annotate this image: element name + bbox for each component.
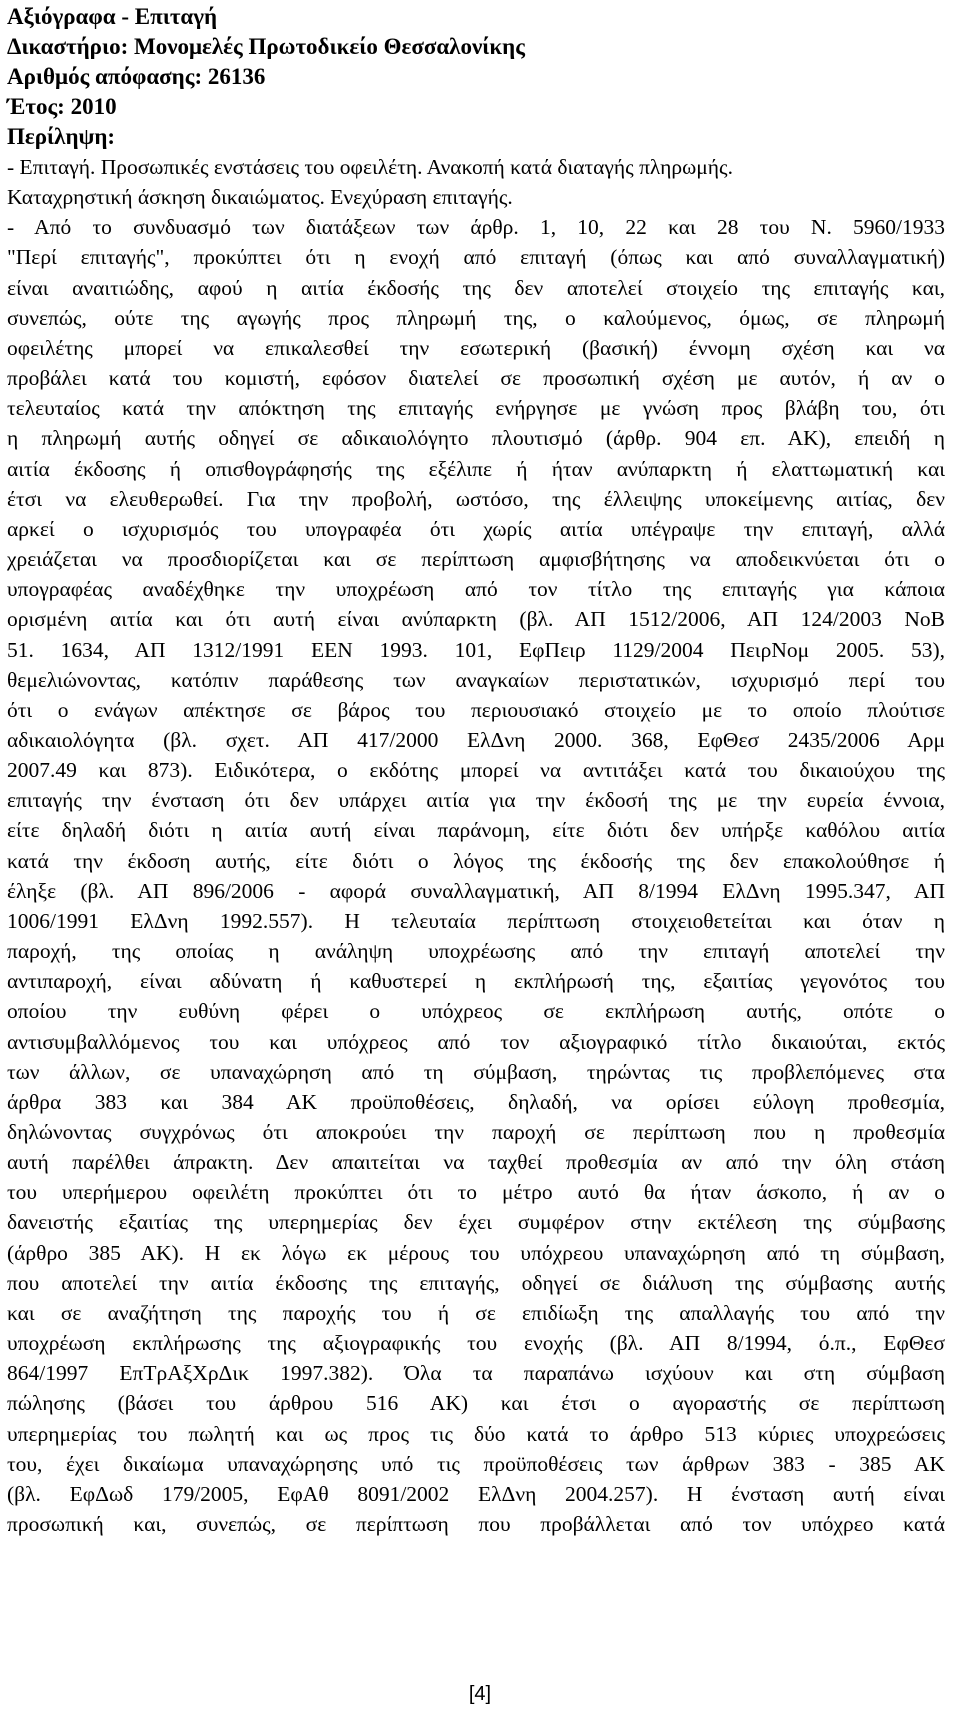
summary-line: άρθρα 383 και 384 ΑΚ προϋποθέσεις, δηλαδή, να ορίσει εύλογη προθεσμία, [7,1089,945,1114]
summary-line: 51. 1634, ΑΠ 1312/1991 ΕΕΝ 1993. 101, ΕφΠειρ 1129/2004 ΠειρΝομ 2005. 53), [7,637,945,662]
summary-line: αντισυμβαλλόμενος του και υπόχρεος από τον αξιογραφικό τίτλο δικαιούται, εκτός [7,1029,945,1054]
summary-line: δανειστής εξαιτίας της υπερημερίας δεν έχει συμφέρον στην εκτέλεση της σύμβασης [7,1210,945,1235]
summary-line: υπερημερίας του πωλητή και ως προς τις δύο κατά το άρθρο 513 κύριες υποχρεώσεις [7,1421,945,1446]
summary-line: του, έχει δικαίωμα υπαναχώρησης υπό τις προϋποθέσεις των άρθρων 383 - 385 ΑΚ [7,1451,945,1476]
document-page [7,2,945,1539]
summary-line: αδικαιολόγητα (βλ. σχετ. ΑΠ 417/2000 ΕλΔνη 2000. 368, ΕφΘεσ 2435/2006 Αρμ [7,727,945,752]
summary-line: δηλώνοντας συγχρόνως ότι αποκρούει την παροχή σε περίπτωση που η προθεσμία [7,1120,945,1144]
summary-line: έληξε (βλ. ΑΠ 896/2006 - αφορά συναλλαγματική, ΑΠ 8/1994 ΕλΔνη 1995.347, ΑΠ [7,878,945,903]
summary-line: πώλησης (βάσει του άρθρου 516 ΑΚ) και έτσι ο αγοραστής σε περίπτωση [7,1391,945,1416]
summary-line: επιταγής την ένσταση ότι δεν υπάρχει αιτία για την έκδοσή της με την ευρεία έννοια, [7,788,945,813]
court-heading: Δικαστήριο: Μονομελές Πρωτοδικείο Θεσσαλονίκης [7,34,525,59]
summary-line: 864/1997 ΕπΤρΑξΧρΔικ 1997.382). Όλα τα παραπάνω ισχύουν και στη σύμβαση [7,1361,945,1386]
summary-line: 1006/1991 ΕλΔνη 1992.557). Η τελευταία περίπτωση στοιχειοθετείται και όταν η [7,908,945,933]
summary-line: "Περί επιταγής", προκύπτει ότι η ενοχή από επιταγή (όπως και από συναλλαγματική) [7,245,945,270]
summary-line: υποχρέωση εκπλήρωσης της αξιογραφικής του ενοχής (βλ. ΑΠ 8/1994, ό.π., ΕφΘεσ [7,1331,945,1356]
summary-line: οποίου την ευθύνη φέρει ο υπόχρεος σε εκπλήρωση αυτής, οπότε ο [7,999,945,1024]
summary-line: έτσι να ελευθερωθεί. Για την προβολή, ωστόσο, της έλλειψης υποκείμενης αιτίας, δεν [7,486,945,511]
summary-line: (άρθρο 385 ΑΚ). Η εκ λόγω εκ μέρους του υπόχρεου υπαναχώρηση από τη σύμβαση, [7,1240,945,1265]
summary-line: τελευταίος κατά την απόκτηση της επιταγής ενήργησε με γνώση προς βλάβη του, ότι [7,396,945,421]
document-type-heading: Αξιόγραφα - Επιταγή [7,4,218,29]
summary-line: χρειάζεται να προσδιορίζεται και σε περίπτωση αμφισβήτησης να αποδεικνύεται ότι ο [7,547,945,572]
summary-line: αρκεί ο ισχυρισμός του υπογραφέα ότι χωρίς αιτία υπέγραψε την επιταγή, αλλά [7,516,945,541]
page-number: [4] [468,1683,492,1705]
summary-line: ότι ο ενάγων απέκτησε σε βάρος του περιουσιακό στοιχείο με το οποίο πλούτισε [7,697,945,722]
summary-line: παροχή, της οποίας η ανάληψη υποχρέωσης από την επιταγή αποτελεί την [7,939,945,964]
summary-text [7,152,945,1539]
summary-line: υπογραφέας αναδέχθηκε την υποχρέωση από τον τίτλο της επιταγής για κάποια [7,577,945,602]
year-heading: Έτος: 2010 [7,94,117,119]
summary-line: ορισμένη αιτία και ότι αυτή είναι ανύπαρκτη (βλ. ΑΠ 1512/2006, ΑΠ 124/2003 ΝοΒ [7,607,945,632]
summary-line: θεμελιώνοντας, κατόπιν παράθεσης των αναγκαίων περιστατικών, ισχυρισμό περί του [7,667,945,692]
summary-line: κατά την έκδοση αυτής, είτε διότι ο λόγος της έκδοσής της δεν επακολούθησε ή [7,848,945,873]
summary-line: που αποτελεί την αιτία έκδοσης της επιταγής, οδηγεί σε διάλυση της σύμβασης αυτής [7,1270,945,1295]
summary-line: προβάλει κατά του κομιστή, εφόσον διατελεί σε προσωπική σχέση με αυτόν, ή αν ο [7,366,945,391]
summary-line: προσωπική και, συνεπώς, σε περίπτωση που προβάλλεται από τον υπόχρεο κατά [7,1512,945,1537]
summary-line: - Από το συνδυασμό των διατάξεων των άρθρ. 1, 10, 22 και 28 του Ν. 5960/1933 [7,215,945,240]
summary-line: αντιπαροχή, είναι αδύνατη ή καθυστερεί η εκπλήρωσή της, εξαιτίας γεγονότος του [7,969,945,994]
summary-line: (βλ. ΕφΔωδ 179/2005, ΕφΑθ 8091/2002 ΕλΔνη 2004.257). Η ένσταση αυτή είναι [7,1481,945,1506]
summary-line: είτε δηλαδή διότι η αιτία αυτή είναι παράνομη, είτε διότι δεν υπήρξε καθόλου αιτία [7,818,945,843]
decision-number-heading: Αριθμός απόφασης: 26136 [7,64,266,89]
summary-line: και σε αναζήτηση της παροχής του ή σε επιδίωξη της απαλλαγής του από την [7,1300,945,1325]
summary-line: αιτία έκδοσης ή οπισθογράφησής της εξέλιπε ή ήταν ανύπαρκτη ή ελαττωματική και [7,456,945,481]
summary-line: Καταχρηστική άσκηση δικαιώματος. Ενεχύραση επιταγής. [7,185,513,210]
summary-line: οφειλέτης μπορεί να επικαλεσθεί την εσωτερική (βασική) έννομη σχέση και να [7,335,945,360]
summary-line: - Επιταγή. Προσωπικές ενστάσεις του οφειλέτη. Ανακοπή κατά διαταγής πληρωμής. [7,155,733,179]
summary-label: Περίληψη: [7,124,116,149]
summary-line: αυτή παρέλθει άπρακτη. Δεν απαιτείται να ταχθεί προθεσμία αν από την όλη στάση [7,1150,945,1175]
summary-line: συνεπώς, ούτε της αγωγής προς πληρωμή της, ο καλούμενος, όμως, σε πληρωμή [7,305,945,330]
summary-line: του υπερήμερου οφειλέτη προκύπτει ότι το μέτρο αυτό θα ήταν άσκοπο, ή αν ο [7,1180,945,1205]
summary-line: 2007.49 και 873). Ειδικότερα, ο εκδότης μπορεί να αντιτάξει κατά του δικαιούχου της [7,758,945,783]
summary-line: είναι αναιτιώδης, αφού η αιτία έκδοσής της δεν αποτελεί στοιχείο της επιταγής και, [7,275,945,300]
summary-line: η πληρωμή αυτής οδηγεί σε αδικαιολόγητο πλουτισμό (άρθρ. 904 επ. ΑΚ), επειδή η [7,426,945,451]
summary-line: των άλλων, σε υπαναχώρηση από τη σύμβαση, τηρώντας τις προβλεπόμενες στα [7,1059,945,1084]
